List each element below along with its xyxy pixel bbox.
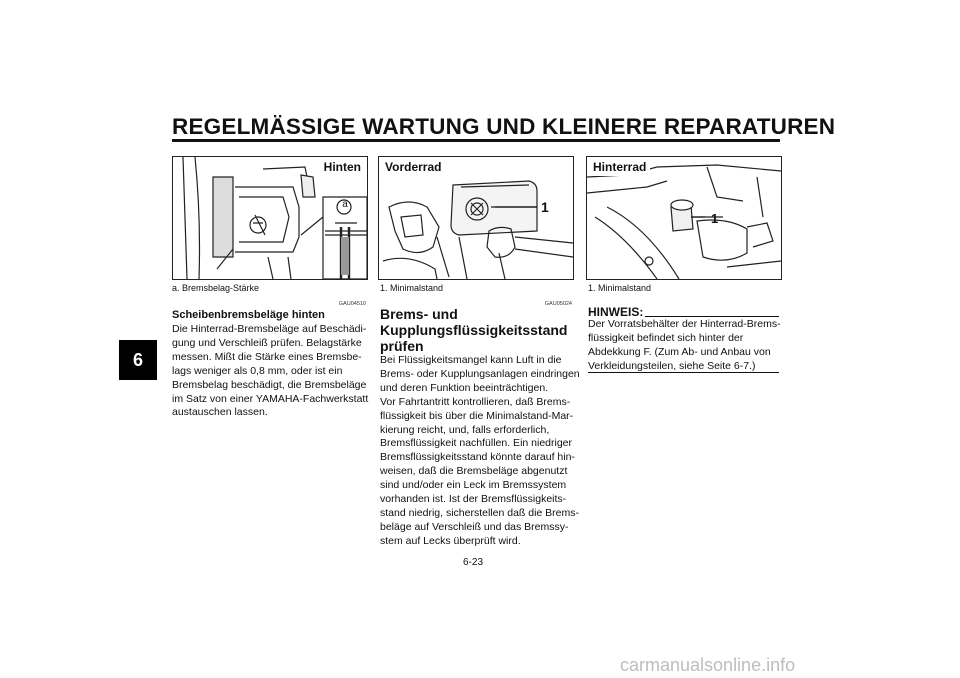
text-line: vorhanden ist. Ist der Bremsflüssigkeits- <box>380 493 567 506</box>
section-code: GAU05024 <box>544 301 572 307</box>
text-line: Der Vorratsbehälter der Hinterrad-Brems- <box>588 318 781 330</box>
rear-reservoir-figure <box>586 156 782 280</box>
text-line: lags weniger als 0,8 mm, oder ist ein <box>172 364 343 377</box>
rear-brake-pad-figure <box>172 156 368 280</box>
text-line: austauschen lassen. <box>172 406 268 419</box>
figure-label-hinten: Hinten <box>320 158 365 176</box>
text-line: Abdekkung F. (Zum Ab- und Anbau von <box>588 345 771 358</box>
footer-watermark: carmanualsonline.info <box>620 655 796 675</box>
caption-minimum-level-rear: 1. Minimalstand <box>588 283 652 293</box>
paragraph-fluid-level <box>380 354 580 549</box>
text-line: flüssigkeit bis über die Minimalstand-Mar- <box>380 409 574 422</box>
heading-line: Brems- und <box>380 306 458 322</box>
text-line: im Satz von einer YAMAHA-Fachwerkstatt <box>172 392 369 405</box>
front-reservoir-figure <box>378 156 574 280</box>
note-heading: HINWEIS: <box>588 305 644 319</box>
figure-label-hinterrad: Hinterrad <box>589 158 650 176</box>
callout-1-rear: 1 <box>711 211 719 226</box>
text-line: Bremsflüssigkeit nachfüllen. Ein niedriger <box>380 437 573 450</box>
callout-1-front: 1 <box>541 199 549 215</box>
page-number: 6-23 <box>463 557 484 568</box>
text-line: Vor Fahrtantritt kontrollieren, daß Brems- <box>380 395 571 408</box>
text-line: stand niedrig, sicherstellen daß die Brems- <box>380 506 580 519</box>
text-line: Bremsbelag beschädigt, die Bremsbeläge <box>172 378 367 391</box>
callout-a: a <box>342 199 348 210</box>
text-line: kierung reicht, und, falls erforderlich, <box>380 423 550 436</box>
note-bottom-rule <box>588 372 779 373</box>
text-line: und deren Funktion beeinträchtigen. <box>380 381 549 394</box>
text-line: Die Hinterrad-Bremsbeläge auf Beschädi- <box>172 323 367 335</box>
note-text <box>588 318 788 374</box>
text-line: Brems- oder Kupplungsanlagen eindringen <box>380 367 580 380</box>
text-line: beläge auf Verschleiß und das Bremssy- <box>380 520 569 533</box>
caption-minimum-level-front: 1. Minimalstand <box>380 283 444 293</box>
section-heading-rear-disc-brake-pads: Scheibenbremsbeläge hinten <box>172 309 325 321</box>
page-title: REGELMÄSSIGE WARTUNG UND KLEINERE REPARATUREN <box>172 114 836 139</box>
text-line: Bremsflüssigkeitsstand könnte darauf hin- <box>380 451 575 464</box>
figure-label-vorderrad: Vorderrad <box>381 158 445 176</box>
paragraph-rear-brake-pads <box>172 323 372 420</box>
text-line: weisen, daß die Bremsbeläge abgenutzt <box>380 465 568 478</box>
text-line: stem auf Lecks überprüft wird. <box>380 534 521 547</box>
section-code: GAU04510 <box>338 301 366 307</box>
text-line: gung und Verschleiß prüfen. Belagstärke <box>172 336 362 349</box>
text-line: messen. Mißt die Stärke eines Bremsbe- <box>172 350 362 363</box>
text-line: Bei Flüssigkeitsmangel kann Luft in die <box>380 354 562 366</box>
text-line: flüssigkeit befindet sich hinter der <box>588 331 744 344</box>
text-line: sind und/oder ein Leck im Bremssystem <box>380 479 567 492</box>
heading-line: Kupplungsflüssigkeitsstand <box>380 322 568 338</box>
heading-line: prüfen <box>380 338 424 354</box>
caption-brake-pad-thickness: a. Bremsbelag-Stärke <box>172 283 260 293</box>
chapter-tab: 6 <box>119 340 157 380</box>
title-rule <box>172 139 780 142</box>
text-line: Verkleidungsteilen, siehe Seite 6-7.) <box>588 359 756 372</box>
note-top-rule <box>645 316 779 317</box>
section-heading-fluid-level <box>380 306 580 354</box>
